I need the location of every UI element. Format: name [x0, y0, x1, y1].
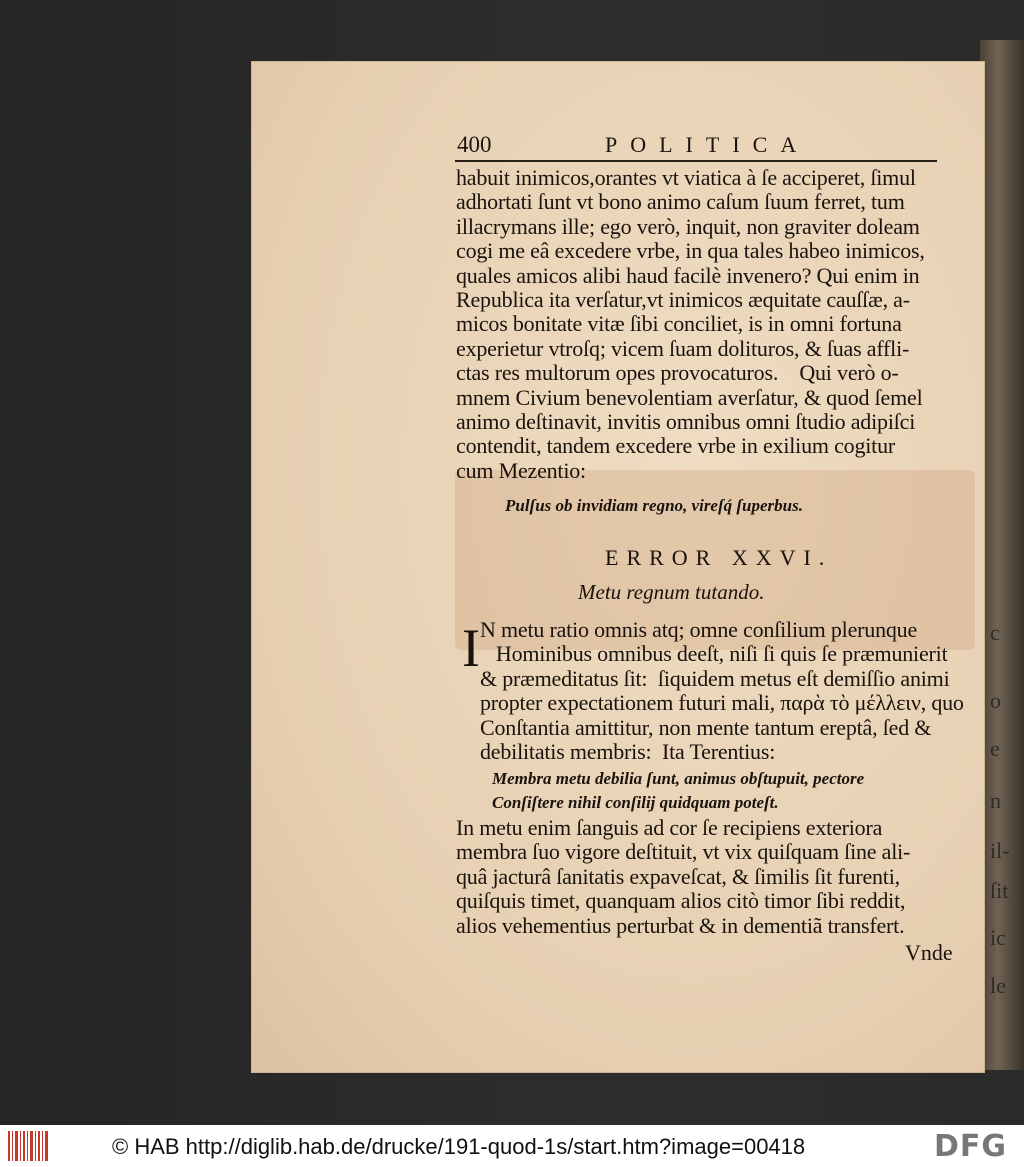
facing-page-fragment: le [990, 973, 1006, 998]
verse-quote-2: Membra metu debilia ſunt, animus obſtupuit, pectore Conſiſtere nihil conſilij quidquam poteſt. [492, 769, 865, 812]
facing-page-fragment: ſit [990, 878, 1009, 903]
dfg-logo: DFG [934, 1129, 1008, 1164]
facing-page-fragment: ic [990, 925, 1006, 950]
verse-quote-1: Pulſus ob invidiam regno, vireſq́ ſuperbus. [505, 496, 803, 515]
facing-page-fragment: n [990, 788, 1001, 813]
facing-page-fragment: il- [990, 838, 1010, 863]
catchword: Vnde [905, 940, 953, 965]
running-title: POLITICA [605, 132, 810, 157]
barcode-icon [8, 1131, 48, 1161]
section-subheading: Metu regnum tutando. [578, 580, 765, 604]
body-text-paragraph-3: In metu enim ſanguis ad cor ſe recipiens exteriora membra ſuo vigore deſtituit, vt vix quiſquam ſine ali- quâ jacturâ ſanitatis expaveſcat, & ſimilis ſit furenti, quiſquis timet, quanquam alios citò timor ſibi reddit, alios vehementius perturbat & in dementiã transfert. [456, 815, 911, 938]
copyright-url[interactable]: © HAB http://diglib.hab.de/drucke/191-quod-1s/start.htm?image=00418 [112, 1134, 806, 1159]
section-heading: ERROR XXVI. [605, 545, 833, 570]
body-text-paragraph-2: N metu ratio omnis atq; omne conſilium plerunque Hominibus omnibus deeſt, niſi ſi quis ſe præmunierit & præmeditatus ſit: ſiquidem metus eſt demiſſio animi propter expectationem futuri mali, παρὰ τὸ μέλλειν, quo Conſtantia amittitur, non mente tantum ereptâ, ſed & debilitatis membris: Ita Terentius: [480, 617, 964, 765]
viewer-footer [0, 1125, 1024, 1167]
facing-page-fragment: e [990, 736, 1000, 761]
page-number: 400 [457, 132, 492, 157]
body-text-paragraph-1: habuit inimicos,orantes vt viatica à ſe acciperet, ſimul adhortati ſunt vt bono animo caſum ſuum ferret, tum illacrymans ille; ego verò, inquit, non graviter doleam cogi me eâ excedere vrbe, in qua tales habeo inimicos, quales amicos alibi haud facilè invenero? Qui enim in Republica ita verſatur,vt inimicos æquitate cauſſæ, a- micos bonitate vitæ ſibi conciliet, is in omni fortuna experietur vtroſq; vicem ſuam dolituros, & ſuas affli- ctas res multorum opes provocaturos. Qui verò o- mnem Civium benevolentiam averſatur, & quod ſemel animo deſtinavit, invitis omnibus omni ſtudio adipiſci contendit, tandem excedere vrbe in exilium cogitur cum Mezentio: [456, 165, 925, 483]
facing-page-fragment: c [990, 620, 1000, 645]
header-rule [455, 160, 937, 162]
drop-capital: I [462, 618, 480, 678]
running-header [455, 128, 935, 160]
facing-page-fragment: o [990, 688, 1001, 713]
facing-page-edge [980, 40, 1024, 1070]
